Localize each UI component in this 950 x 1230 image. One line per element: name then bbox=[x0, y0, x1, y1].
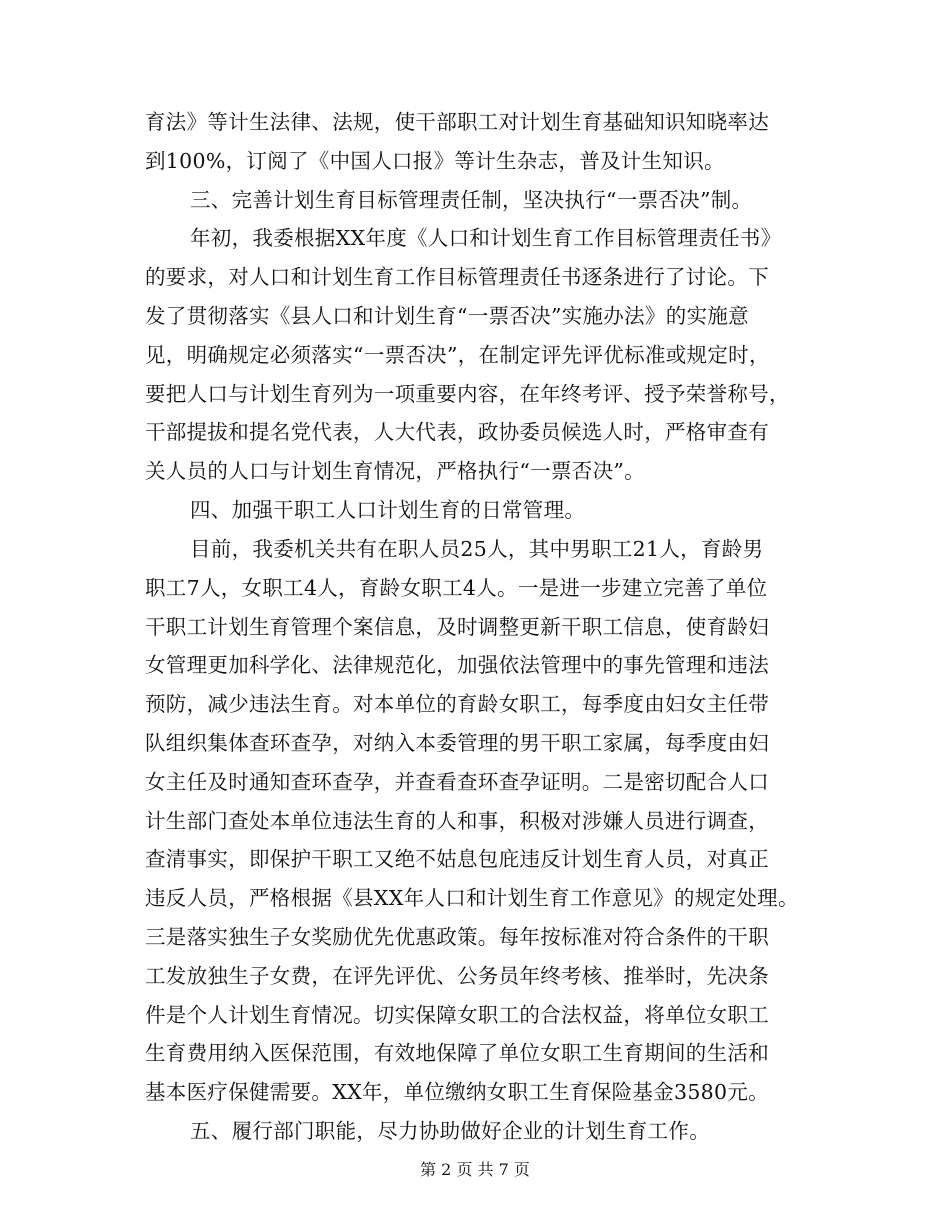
text-line: 预防，减少违法生育。对本单位的育龄女职工，每季度由妇女主任带 bbox=[145, 692, 769, 716]
text-line: 四、加强干职工人口计划生育的日常管理。 bbox=[190, 498, 586, 522]
text-line: 三是落实独生子女奖励优先优惠政策。每年按标准对符合条件的干职 bbox=[145, 925, 769, 949]
text-line: 要把人口与计划生育列为一项重要内容，在年终考评、授予荣誉称号， bbox=[145, 382, 790, 406]
text-line: 干部提拔和提名党代表，人大代表，政协委员候选人时，严格审查有 bbox=[145, 420, 769, 444]
text-line: 见，明确规定必须落实“一票否决”，在制定评先评优标准或规定时， bbox=[145, 343, 770, 367]
text-line: 基本医疗保健需要。XX年，单位缴纳女职工生育保险基金3580元。 bbox=[145, 1080, 769, 1104]
text-line: 关人员的人口与计划生育情况，严格执行“一票否决”。 bbox=[145, 459, 645, 483]
text-line: 到100%，订阅了《中国人口报》等计生杂志，普及计生知识。 bbox=[145, 149, 725, 173]
text-line: 女管理更加科学化、法律规范化，加强依法管理中的事先管理和违法 bbox=[145, 653, 769, 677]
text-line: 三、完善计划生育目标管理责任制，坚决执行“一票否决”制。 bbox=[190, 188, 753, 212]
text-line: 干职工计划生育管理个案信息，及时调整更新干职工信息，使育龄妇 bbox=[145, 615, 769, 639]
text-line: 育法》等计生法律、法规，使干部职工对计划生育基础知识知晓率达 bbox=[145, 110, 769, 134]
text-line: 查清事实，即保护干职工又绝不姑息包庇违反计划生育人员，对真正 bbox=[145, 847, 769, 871]
text-line: 职工7人，女职工4人，育龄女职工4人。一是进一步建立完善了单位 bbox=[145, 576, 768, 600]
page-number-footer: 第 2 页 共 7 页 bbox=[420, 1160, 530, 1179]
text-line: 年初，我委根据XX年度《人口和计划生育工作目标管理责任书》 bbox=[190, 226, 782, 250]
text-line: 女主任及时通知查环查孕，并查看查环查孕证明。二是密切配合人口 bbox=[145, 770, 769, 794]
text-line: 五、履行部门职能，尽力协助做好企业的计划生育工作。 bbox=[190, 1119, 710, 1143]
text-line: 队组织集体查环查孕，对纳入本委管理的男干职工家属，每季度由妇 bbox=[145, 731, 769, 755]
text-line: 工发放独生子女费，在评先评优、公务员年终考核、推举时，先决条 bbox=[145, 964, 769, 988]
text-line: 违反人员，严格根据《县XX年人口和计划生育工作意见》的规定处理。 bbox=[145, 886, 799, 910]
text-line: 发了贯彻落实《县人口和计划生育“一票否决”实施办法》的实施意 bbox=[145, 304, 749, 328]
text-line: 件是个人计划生育情况。切实保障女职工的合法权益，将单位女职工 bbox=[145, 1003, 769, 1027]
text-line: 生育费用纳入医保范围，有效地保障了单位女职工生育期间的生活和 bbox=[145, 1041, 769, 1065]
text-line: 的要求，对人口和计划生育工作目标管理责任书逐条进行了讨论。下 bbox=[145, 265, 769, 289]
text-line: 计生部门查处本单位违法生育的人和事，积极对涉嫌人员进行调查， bbox=[145, 809, 769, 833]
text-line: 目前，我委机关共有在职人员25人，其中男职工21人，育龄男 bbox=[190, 537, 764, 561]
